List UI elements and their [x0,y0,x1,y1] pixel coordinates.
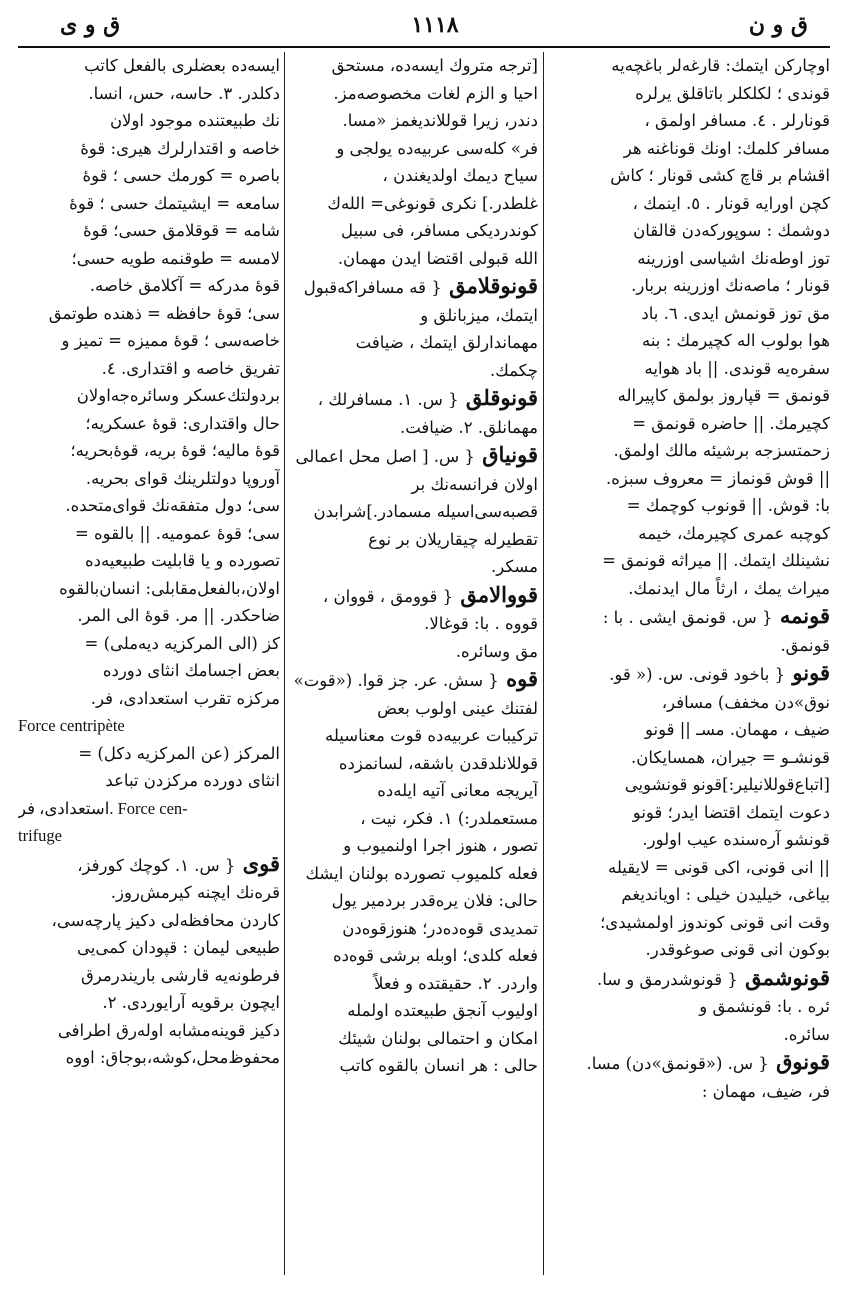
text-line: انثاى دوردە مركزدن تباعد [105,771,280,790]
text-line: غلطدر.] نكرى قونوغى= اللەك [327,193,538,213]
entry-headword: قوى [235,850,280,876]
text-line: Force centripète [18,716,125,735]
text-line: بوكون انى قونى صوغوقدر. [645,940,830,959]
text-line: || قوش قونماز = معروف سبزە. [605,468,830,488]
text-line: آيريجە معانى آتيە ايلەدە [377,781,538,800]
header-left-letters: ق و ى [60,12,121,38]
text-line [548,659,830,689]
text-line: لفتنك عينى اولوب بعض [377,698,538,718]
text-line: قونشـو = جيران، همسايكان. [630,747,830,767]
text-line: فعلە كلدى؛ اوبلە برشى قوەدە [332,946,538,965]
text-line: لامسە = طوقنمە طويە حسى؛ [71,248,280,268]
entry-text: { قوومق ، قووان ، [322,586,454,606]
entry-headword: قونمە [772,603,830,628]
page-number: ١١١٨ [411,12,459,38]
text-line: || انى قونى، اكى قونى = لايقيلە [607,857,830,877]
text-line: كز (الى المركزيە ديەملى) = [84,633,280,653]
text-line: دكلدر. ٣. حاسە، حس، انسا. [88,83,280,103]
text-line: قووە . با: قوغالا. [424,614,538,633]
text-line: قونار ؛ ماصەنك اوزرينە بربار. [631,276,830,295]
entry-text: { باخود قونى. س. (« قو. [609,665,786,684]
text-line: قونشو آرەسندە عيب اولور. [642,830,830,849]
column-divider-left [284,52,285,1275]
entry-text: { س. ١. كوچك كورفز، [77,855,236,875]
text-line [288,384,538,414]
text-line: ميراث يمك ، ارثاً مال ايدنمك. [628,578,830,598]
text-line: مهماندارلق ايتمك ، ضيافت [355,333,538,352]
text-line: سفرەيە قوندى. || باد هوايە [644,358,830,378]
text-line [288,441,538,471]
text-line: كوچبە عمرى كچيرمك، خيمە [638,523,830,543]
column-divider-right [543,52,544,1275]
text-line: دعوت ايتمك اقتضا ايدر؛ قونو [632,802,830,822]
entry-text: { س. قونمق ايشى . با : [602,608,773,627]
text-line: كوندرديكى مسافر، فى سبيل [341,221,538,240]
text-line: تمديدى قوەدەدر؛ هنوزقوەدن [342,918,538,938]
text-line: اوليوب آنجق طبيعتدە اولملە [347,1001,538,1020]
text-line: قونمق = قپاروز بولمق كاپيرالە [617,386,830,405]
text-line: خاصە و اقتدارلرك هيرى: قوۀ [80,138,280,158]
header-rule [18,46,830,48]
text-line [548,964,830,994]
text-line: سى؛ دول متفقەنك قواى‌متحدە. [65,496,280,515]
text-line: ايچون برقويە آرايوردى. ٢. [102,993,280,1012]
text-line: بعض اجسامك انثاى دوردە [102,661,280,680]
text-line: نك طبيعتندە موجود اولان [109,111,280,130]
entry-text: { سش. عر. جز قوا. («قوت» [293,671,499,690]
text-line: فر» كلەسى عربيەدە يولجى و [336,138,538,158]
text-line: قوۀ ماليە؛ قوۀ بريە، قوۀبحريە؛ [70,441,280,460]
text-line: ايسەدە بعضلرى بالفعل كاتب [84,56,280,75]
text-line: فر، ضيف، مهمان : [701,1081,830,1101]
text-line: دوشمك : سوپوركەدن قالقان [633,221,830,240]
text-line: هوا بولوب الە كچيرمك : بنە [641,331,830,350]
text-line: آوروپا دولتلرينك قواى بحريە. [85,468,280,488]
text-line: قوللانلدقدن باشقە، لسانمزدە [338,753,538,773]
text-line: كچن اورايە قونار . ٥. اينمك ، [632,193,830,213]
text-line: چكمك. [489,360,538,380]
text-line: مركزە تقرب استعدادى، فر. [90,688,280,708]
text-line: حالى : هر انسان بالقوە كاتب [339,1056,538,1075]
text-line [18,850,280,880]
entry-headword: قووالامق [453,581,538,607]
text-line: مق توز قونمش ايدى. ٦. باد [641,303,830,323]
text-line: قرەنك ايچنە كيرمش‌روز. [110,883,280,902]
text-line: شامە = قوقلامق حسى؛ قوۀ [82,221,280,240]
text-line [288,665,538,695]
text-line: نشينلك ايتمك. || ميراثە قونمق = [602,551,830,570]
text-line: مق وسائرە. [455,641,538,661]
text-line: محفوظ‌محل،كوشە،بوجاق: اووە [65,1048,280,1067]
entry-headword: قونوشمق [737,964,830,990]
entry-headword: قونوقلامق [441,273,538,298]
text-line: قصبەسى‌اسيلە مسمادر.]شرابدن [313,502,538,521]
entry-headword: قونياق [474,442,538,467]
text-line: اولان،بالفعل‌مقابلى: انسان‌بالقوە [59,578,280,598]
text-line: trifuge [18,826,62,845]
text-line: دندر، زيرا قوللانديغمز «مسا. [342,111,538,130]
text-line: احيا و الزم لغات مخصوصەمز. [333,83,538,103]
text-line: تركيبات عربيەدە قوت معناسيلە [324,726,538,745]
text-line: خاصەسى ؛ قوۀ مميزە = تميز و [61,331,280,350]
text-line [288,581,538,611]
text-line: وقت انى قونى كوندوز اولمشيدى؛ [600,912,830,932]
text-line: ضاحكدر. || مر. قوۀ الى المر. [77,606,280,625]
text-line: توز اوطەنك اشياسى اوزرينە [637,248,830,268]
entry-headword: قوە [498,666,538,691]
entry-text: { س. ١. مسافرلك ، [317,390,459,409]
text-line: سى؛ قوۀ عموميە. || بالقوە = [74,523,280,543]
text-line: اولان فرانسەنك بر [411,474,538,494]
text-line: [ترجە متروك ايسەدە، مستحق [331,56,538,75]
text-line: طبيعى ليمان : قپودان كمى‌يى [77,938,280,957]
text-line: مسكر. [490,557,538,576]
text-line: سامعە = ايشيتمك حسى ؛ قوۀ [69,193,280,213]
text-line: زحمتسزجە برشيئە مالك اولمق. [613,441,830,460]
text-line: كچيرمك. || حاضرە قونمق = [632,413,830,433]
text-line: تصوردە و يا قابليت طبيعيەدە [85,551,280,570]
text-line: مسافر كلمك: اونك قوناغنە هر [623,138,830,158]
text-line: استعدادى، فر. Force cen- [18,798,188,818]
text-line: بردولتك‌عسكر وسائرەجەاولان [76,386,280,405]
text-line: با: قوش. || قونوب كوچمك = [626,496,830,515]
text-line: قوندى ؛ لكلكلر باتاقلق يرلرە [635,83,830,103]
text-line: واردر. ٢. حقيقتدە و فعلاً [374,973,538,993]
text-line: فرطونەيە قارشى باريندرمرق [80,965,280,985]
text-line: نوق»دن مخفف) مسافر، [661,692,830,712]
text-line: امكان و احتمالى بولنان شيئك [338,1028,538,1048]
text-line: مهمانلق. ٢. ضيافت. [399,417,538,437]
text-line: سائرە. [783,1024,830,1044]
text-line: باصرە = كورمك حسى ؛ قوۀ [82,166,280,185]
entry-text: { قونوشدرمق و سا. [596,969,738,989]
entry-headword: قونو [785,660,830,685]
text-line: المركز (عن المركزيە دكل) = [78,743,280,763]
column-right [548,52,830,1275]
text-line: اوچاركن ايتمك: قارغەلر باغچەيە [611,56,830,75]
text-line: تقطيرلە چيقاريلان بر نوع [368,529,538,549]
text-line: دكيز قوينەمشابە اولەرق اطرافى [57,1020,280,1040]
text-line: تصور ، هنوز اجرا اولنميوب و [343,836,538,855]
text-line: قوۀ مدركە = آكلامق خاصە. [89,276,280,295]
text-line: سياح ديمك اولديغندن ، [382,166,538,185]
text-line: ايتمك، ميزبانلق و [420,305,538,325]
text-line: قونارلر . ٤. مسافر اولمق ، [644,111,830,130]
text-line: مستعملدر:) ١. فكر، نيت ، [360,808,538,828]
column-middle [288,52,538,1275]
header-right-letters: ق و ن [748,12,808,38]
text-line: ضيف ، مهمان. مسـ || قونو [644,720,830,739]
text-line [548,1048,830,1078]
text-line: بياغى، خيليدن خيلى : اويانديغم [621,885,830,904]
entry-text: { س. («قونمق»دن) مسا. [586,1054,769,1073]
column-left [18,52,280,1275]
text-line: تفريق خاصە و اقتدارى. ٤. [101,358,280,378]
entry-headword: قونوقلق [458,385,538,410]
text-line: كاردن محافظەلى دكيز پارچەسى، [51,910,280,930]
entry-headword: قونوق [768,1049,830,1074]
text-line: [اتباع‌قوللانيلير:]قونو قونشويى [624,775,830,794]
text-line [288,272,538,302]
entry-text: { س. [ اصل محل اعمالى [295,447,475,466]
text-line [548,602,830,632]
text-line: اللە قبولى اقتضا ايدن مهمان. [337,248,538,268]
text-line: فعلە كلميوب تصوردە بولنان ايشك [305,863,538,883]
text-line: قونمق. [780,635,830,655]
text-line: ئرە . با: قونشمق و [699,997,830,1016]
text-line: حالى: فلان يرەقدر بردمير يول [331,891,538,910]
entry-text: { قە مسافر‌اكە‌قبول [303,278,442,297]
text-line: حال واقتدارى: قوۀ عسكريە؛ [85,413,280,433]
text-line: سى؛ قوۀ حافظە = ذهندە طوتمق [48,303,280,323]
text-line: اقشام بر قاچ كشى قونار ؛ كاش [610,166,830,185]
